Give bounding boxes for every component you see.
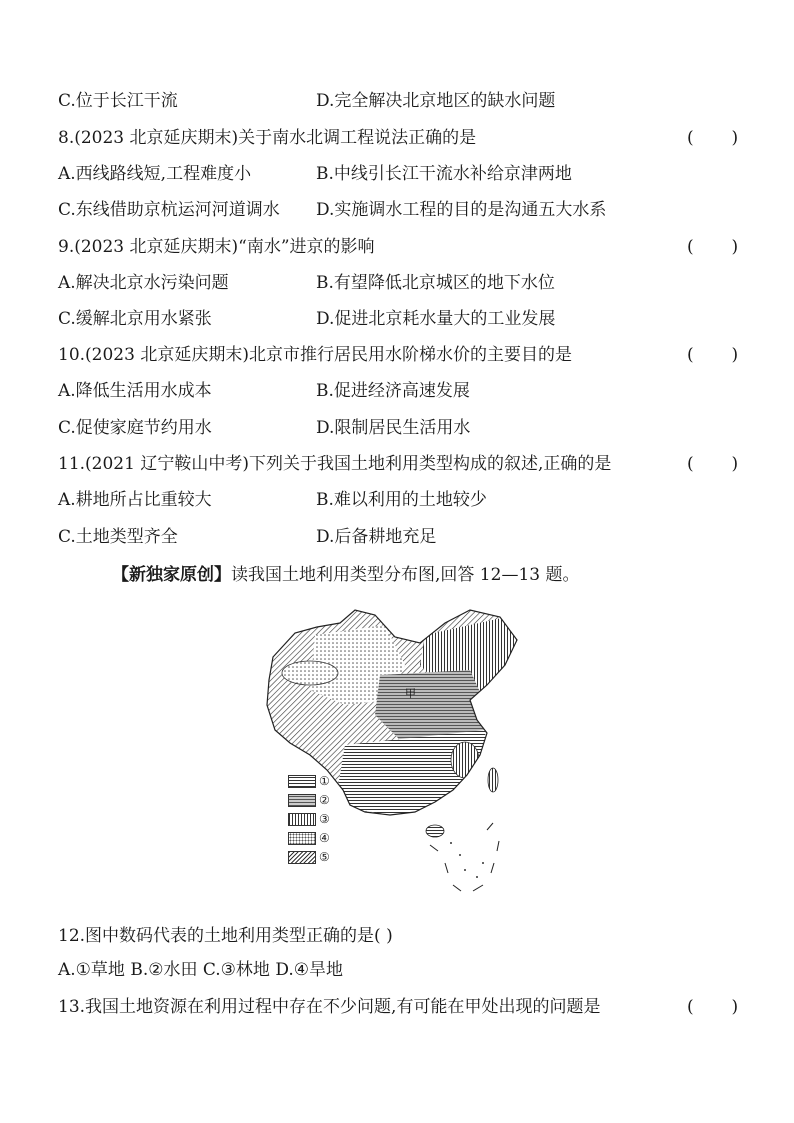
intro-text: 读我国土地利用类型分布图,回答 12—13 题。 bbox=[231, 565, 580, 585]
place-label-jia: 甲 bbox=[405, 687, 416, 700]
question-8-option-a: A.西线路线短,工程难度小 bbox=[58, 164, 252, 184]
question-8-stem: 8.(2023 北京延庆期末)关于南水北调工程说法正确的是 bbox=[58, 128, 477, 148]
hainan-island bbox=[426, 825, 444, 837]
question-13-stem: 13.我国土地资源在利用过程中存在不少问题,有可能在甲处出现的问题是 bbox=[58, 997, 601, 1017]
legend-label-1: ① bbox=[319, 774, 330, 788]
legend-item-1 bbox=[288, 773, 330, 789]
answer-bracket-11: ( ) bbox=[687, 454, 739, 474]
question-11-option-d: D.后备耕地充足 bbox=[316, 527, 437, 547]
legend-item-4 bbox=[288, 830, 330, 846]
legend-item-3 bbox=[288, 811, 330, 827]
map-legend bbox=[288, 773, 330, 868]
answer-bracket-8: ( ) bbox=[687, 128, 739, 148]
question-10-option-c: C.促使家庭节约用水 bbox=[58, 418, 212, 438]
legend-swatch-5 bbox=[288, 851, 316, 864]
legend-label-4: ④ bbox=[319, 831, 330, 845]
question-8-option-d: D.实施调水工程的目的是沟通五大水系 bbox=[316, 200, 607, 220]
legend-swatch-1 bbox=[288, 775, 316, 788]
question-11-option-a: A.耕地所占比重较大 bbox=[58, 490, 212, 510]
question-10-option-d: D.限制居民生活用水 bbox=[316, 418, 471, 438]
section-intro bbox=[112, 563, 579, 587]
legend-swatch-4 bbox=[288, 832, 316, 845]
question-11-option-b: B.难以利用的土地较少 bbox=[316, 490, 487, 510]
option-c-prev: C.位于长江干流 bbox=[58, 91, 178, 111]
south-sea-islands bbox=[450, 842, 484, 878]
question-11-option-c: C.土地类型齐全 bbox=[58, 527, 178, 547]
legend-item-2 bbox=[288, 792, 330, 808]
question-12-options: A.①草地 B.②水田 C.③林地 D.④旱地 bbox=[58, 960, 343, 980]
question-9-stem: 9.(2023 北京延庆期末)“南水”进京的影响 bbox=[58, 237, 375, 257]
question-10-option-a: A.降低生活用水成本 bbox=[58, 381, 212, 401]
question-11-stem: 11.(2021 辽宁鞍山中考)下列关于我国土地利用类型构成的叙述,正确的是 bbox=[58, 454, 612, 474]
question-10-option-b: B.促进经济高速发展 bbox=[316, 381, 470, 401]
question-10-stem: 10.(2023 北京延庆期末)北京市推行居民用水阶梯水价的主要目的是 bbox=[58, 345, 572, 365]
legend-swatch-3 bbox=[288, 813, 316, 826]
question-9-option-a: A.解决北京水污染问题 bbox=[58, 273, 229, 293]
legend-item-5 bbox=[288, 849, 330, 865]
legend-label-2: ② bbox=[319, 793, 330, 807]
taiwan-island bbox=[488, 768, 498, 792]
question-12-stem: 12.图中数码代表的土地利用类型正确的是( ) bbox=[58, 926, 393, 946]
legend-label-3: ③ bbox=[319, 812, 330, 826]
question-9-option-d: D.促进北京耗水量大的工业发展 bbox=[316, 309, 556, 329]
intro-tag: 【新独家原创】 bbox=[112, 565, 231, 585]
question-9-option-c: C.缓解北京用水紧张 bbox=[58, 309, 212, 329]
answer-bracket-10: ( ) bbox=[687, 345, 739, 365]
question-9-option-b: B.有望降低北京城区的地下水位 bbox=[316, 273, 555, 293]
question-8-option-b: B.中线引长江干流水补给京津两地 bbox=[316, 164, 572, 184]
legend-label-5: ⑤ bbox=[319, 850, 330, 864]
answer-bracket-9: ( ) bbox=[687, 237, 739, 257]
question-8-option-c: C.东线借助京杭运河河道调水 bbox=[58, 200, 280, 220]
answer-bracket-13: ( ) bbox=[687, 997, 739, 1017]
legend-swatch-2 bbox=[288, 794, 316, 807]
option-d-prev: D.完全解决北京地区的缺水问题 bbox=[316, 91, 556, 111]
